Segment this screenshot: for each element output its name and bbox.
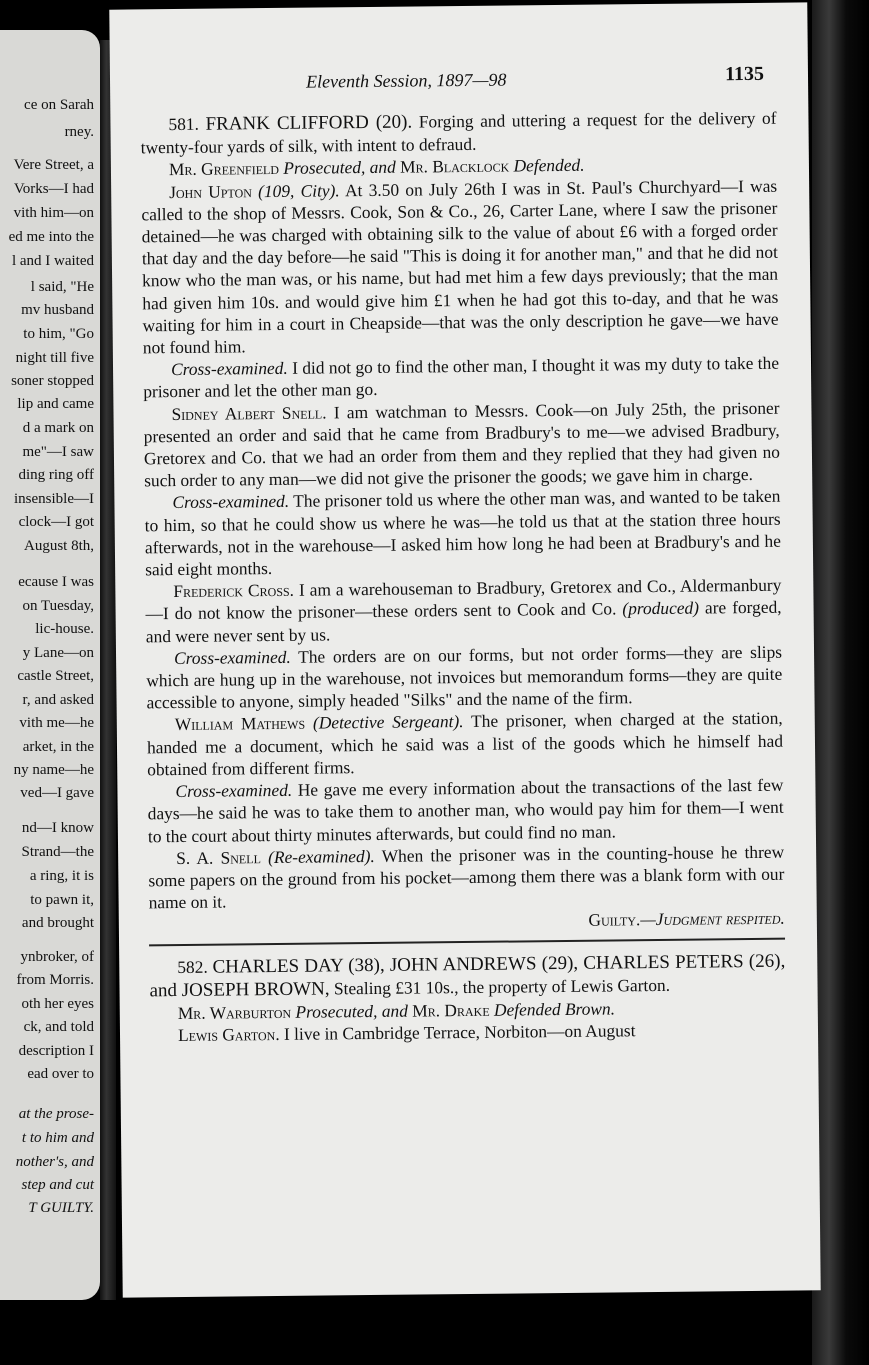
defendant-names: CHARLES DAY (38), JOHN ANDREWS (29), CHARLES PETERS (26), and JOSEPH BROWN,	[149, 950, 786, 1002]
left-page-line: from Morris.	[16, 972, 94, 988]
case-number: 581.	[168, 113, 200, 135]
left-page-line: and brought	[21, 915, 94, 931]
cross-examination: Cross-examined. He gave me every information about the transactions of the last few days—he said he was to take them to another man, who would pay him for them—I went to the court about thirty minutes afterwards, but could find no man.	[147, 774, 784, 846]
cross-examination: Cross-examined. The prisoner told us where the other man was, and wanted to be taken to him, so that he could show us where he was—he told us that at the station three hours afterwards, not in the warehouse—I asked him how long he had been at Bradbury's and he said eight months.	[144, 486, 781, 580]
left-page-line: ead over to	[27, 1066, 94, 1082]
left-page-line: step and cut	[21, 1177, 94, 1193]
left-page-line: August 8th,	[23, 538, 94, 554]
left-page-line: ed me into the	[8, 229, 94, 245]
left-page-line: Strand—the	[21, 844, 94, 860]
case-581-heading	[140, 107, 776, 159]
left-page-line: vith me—he	[19, 715, 94, 731]
charge: Forging and uttering a request for the delivery of twenty-four yards of silk, with intent to defraud.	[140, 107, 777, 158]
left-page-line: at the prose-	[18, 1106, 94, 1122]
left-page-line: ny name—he	[13, 762, 94, 778]
left-page-line: t to him and	[21, 1130, 94, 1146]
main-page	[109, 2, 820, 1297]
page-body	[140, 107, 786, 1047]
left-page-line: nother's, and	[15, 1154, 94, 1170]
left-page-line: T GUILTY.	[28, 1200, 94, 1216]
left-page-line: l said, "He	[30, 279, 94, 295]
page-edge	[812, 0, 869, 1365]
left-page-line: nd—I know	[21, 820, 94, 836]
left-page-line: rney.	[64, 124, 94, 140]
charge: Stealing £31 10s., the property of Lewis Garton.	[333, 974, 671, 999]
page-number: 1135	[724, 62, 765, 86]
testimony-garton: Lewis Garton. I live in Cambridge Terrace, Norbiton—on August	[177, 1020, 636, 1046]
left-page-line: oth her eyes	[21, 996, 94, 1012]
left-page-line: mv husband	[21, 302, 94, 318]
left-page-line: y Lane—on	[22, 645, 94, 661]
counsel-line: Mr. Warburton Prosecuted, and Mr. Drake Defended Brown.	[177, 998, 616, 1023]
left-page-line: to him, "Go	[23, 326, 94, 342]
left-page-line: lip and came	[17, 396, 94, 412]
left-page-line: clock—I got	[18, 514, 94, 530]
cross-examination: Cross-examined. The orders are on our forms, but not order forms—they are slips which are hung up in the warehouse, not invoices but memorandum forms—they are quite accessible to anyone, simply headed "Silks" and the name of the firm.	[146, 641, 783, 713]
left-page-line: ecause I was	[18, 574, 94, 590]
case-number: 582.	[177, 956, 208, 977]
left-page-line: castle Street,	[17, 668, 94, 684]
left-facing-page	[0, 30, 100, 1300]
left-page-line: r, and asked	[22, 692, 94, 708]
left-page-line: insensible—I	[14, 491, 94, 507]
left-page-line: to pawn it,	[30, 892, 94, 908]
left-page-line: a ring, it is	[29, 868, 94, 884]
case-582-heading	[149, 949, 785, 1002]
left-page-line: on Tuesday,	[22, 598, 94, 614]
left-page-line: ce on Sarah	[24, 97, 94, 113]
left-page-line: d a mark on	[22, 420, 94, 436]
cross-examination: Cross-examined. I did not go to find the other man, I thought it was my duty to take the prisoner and let the other man go.	[143, 352, 780, 402]
left-page-line: description I	[18, 1043, 94, 1059]
left-page-line: arket, in the	[22, 739, 94, 755]
left-page-line: vith him—on	[13, 205, 94, 221]
left-page-line: ck, and told	[23, 1019, 94, 1035]
left-page-line: l and I waited	[11, 253, 94, 269]
left-page-line: night till five	[15, 350, 94, 366]
verdict: Guilty.—Judgment respited.	[588, 907, 785, 931]
testimony-upton: John Upton (109, City). At 3.50 on July 26th I was in St. Paul's Churchyard—I was called to the shop of Messrs. Cook, Son & Co., 26, Carter Lane, where I saw the prisoner detained—he was charged with obtaining silk to the value of about £6 with a forged order that day and the day before—he said "This is doing it for another man," and that he did not know who the man was, or his name, but had met him a few days previously; that the man had given him 10s. and would give him £1 when he had got this to-day, and that he was waiting for him in a court in Cheapside—that was the only description he gave—we have not found him.	[141, 175, 779, 358]
testimony-snell: Sidney Albert Snell. I am watchman to Messrs. Cook—on July 25th, the prisoner presented an order and said that he came from Bradbury's to me—we advised Bradbury, Gretorex and Co. that we had an order from them and they replied that they had given no such order to any man—we did not give the prisoner the goods; we gave him in charge.	[143, 397, 781, 491]
running-head: Eleventh Session, 1897—98	[305, 69, 507, 92]
left-page-line: soner stopped	[11, 373, 94, 389]
left-page-line: Vere Street, a	[13, 157, 94, 173]
left-page-line: ding ring off	[18, 467, 94, 483]
left-page-line: ynbroker, of	[20, 949, 94, 965]
testimony-mathews: William Mathews (Detective Sergeant). The prisoner, when charged at the station, handed me a document, which he said was a list of the goods which he himself had obtained from different firms.	[146, 708, 784, 780]
defendant-name: FRANK CLIFFORD (20).	[205, 111, 413, 135]
left-page-line: ved—I gave	[20, 785, 94, 801]
left-page-line: me"—I saw	[22, 444, 94, 460]
re-examination: S. A. Snell (Re-examined). When the prisoner was in the counting-house he threw some papers on the ground from his pocket—among them there was a blank form with our name on it.	[148, 841, 785, 913]
testimony-cross: Frederick Cross. I am a warehouseman to Bradbury, Gretorex and Co., Aldermanbury—I do not know the prisoner—these orders sent to Cook and Co. (produced) are forged, and were never sent by us.	[145, 574, 782, 647]
case-divider	[149, 937, 785, 946]
counsel-line: Mr. Greenfield Prosecuted, and Mr. Blacklock Defended.	[168, 155, 585, 180]
left-page-line: lic-house.	[35, 621, 94, 637]
left-page-line: Vorks—I had	[13, 181, 94, 197]
